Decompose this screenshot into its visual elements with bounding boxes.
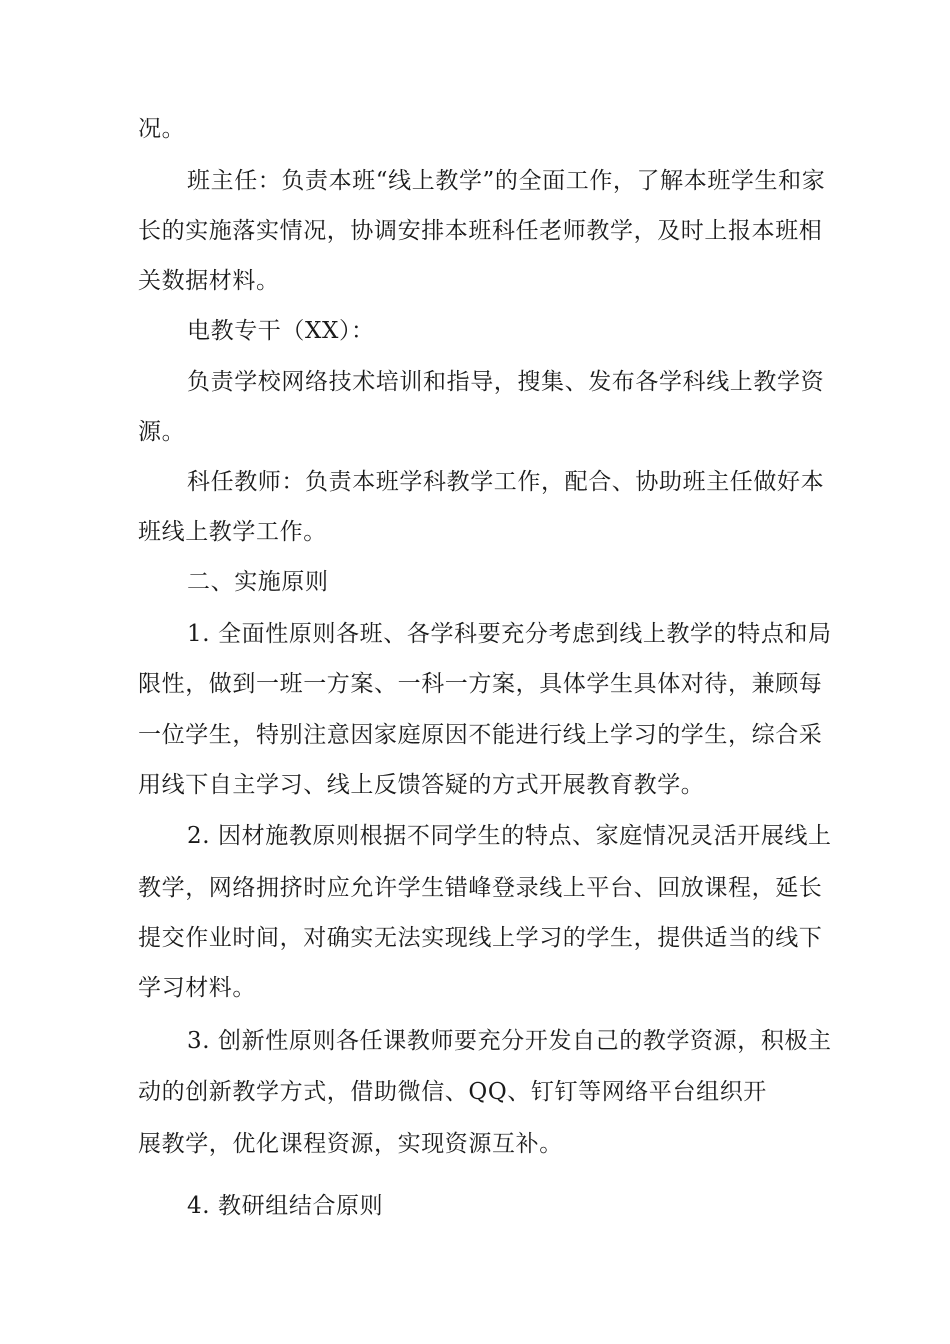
- text-line: 况。: [138, 116, 186, 142]
- principle-3: 3. 创新性原则各任课教师要充分开发自己的教学资源，积极主: [187, 1028, 832, 1054]
- text-line: 关数据材料。: [138, 268, 280, 294]
- text-line: 负责学校网络技术培训和指导，搜集、发布各学科线上教学资: [187, 369, 825, 395]
- text-line: 动的创新教学方式，借助微信、QQ、钉钉等网络平台组织开: [138, 1079, 767, 1105]
- text-line: 展教学，优化课程资源，实现资源互补。: [138, 1131, 563, 1157]
- text-line: 班线上教学工作。: [138, 519, 327, 545]
- principle-2: 2. 因材施教原则根据不同学生的特点、家庭情况灵活开展线上: [187, 823, 832, 849]
- text-line: 用线下自主学习、线上反馈答疑的方式开展教育教学。: [138, 772, 705, 798]
- text-line: 一位学生，特别注意因家庭原因不能进行线上学习的学生，综合采: [138, 722, 823, 748]
- text-line: 源。: [138, 419, 186, 445]
- text-line: 学习材料。: [138, 975, 256, 1001]
- principle-1: 1. 全面性原则各班、各学科要充分考虑到线上教学的特点和局: [187, 621, 832, 647]
- paragraph-av-staff: 电教专干（XX）：: [187, 318, 375, 344]
- paragraph-subject-teacher: 科任教师：负责本班学科教学工作，配合、协助班主任做好本: [187, 469, 825, 495]
- text-line: 教学，网络拥挤时应允许学生错峰登录线上平台、回放课程，延长: [138, 875, 823, 901]
- text-line: 长的实施落实情况，协调安排本班科任老师教学，及时上报本班相: [138, 218, 823, 244]
- text-line: 提交作业时间，对确实无法实现线上学习的学生，提供适当的线下: [138, 925, 823, 951]
- text-line: 限性，做到一班一方案、一科一方案，具体学生具体对待，兼顾每: [138, 671, 823, 697]
- paragraph-head-teacher: 班主任：负责本班“线上教学”的全面工作，了解本班学生和家: [187, 168, 826, 194]
- section-heading: 二、实施原则: [187, 569, 329, 595]
- principle-4: 4. 教研组结合原则: [187, 1193, 384, 1219]
